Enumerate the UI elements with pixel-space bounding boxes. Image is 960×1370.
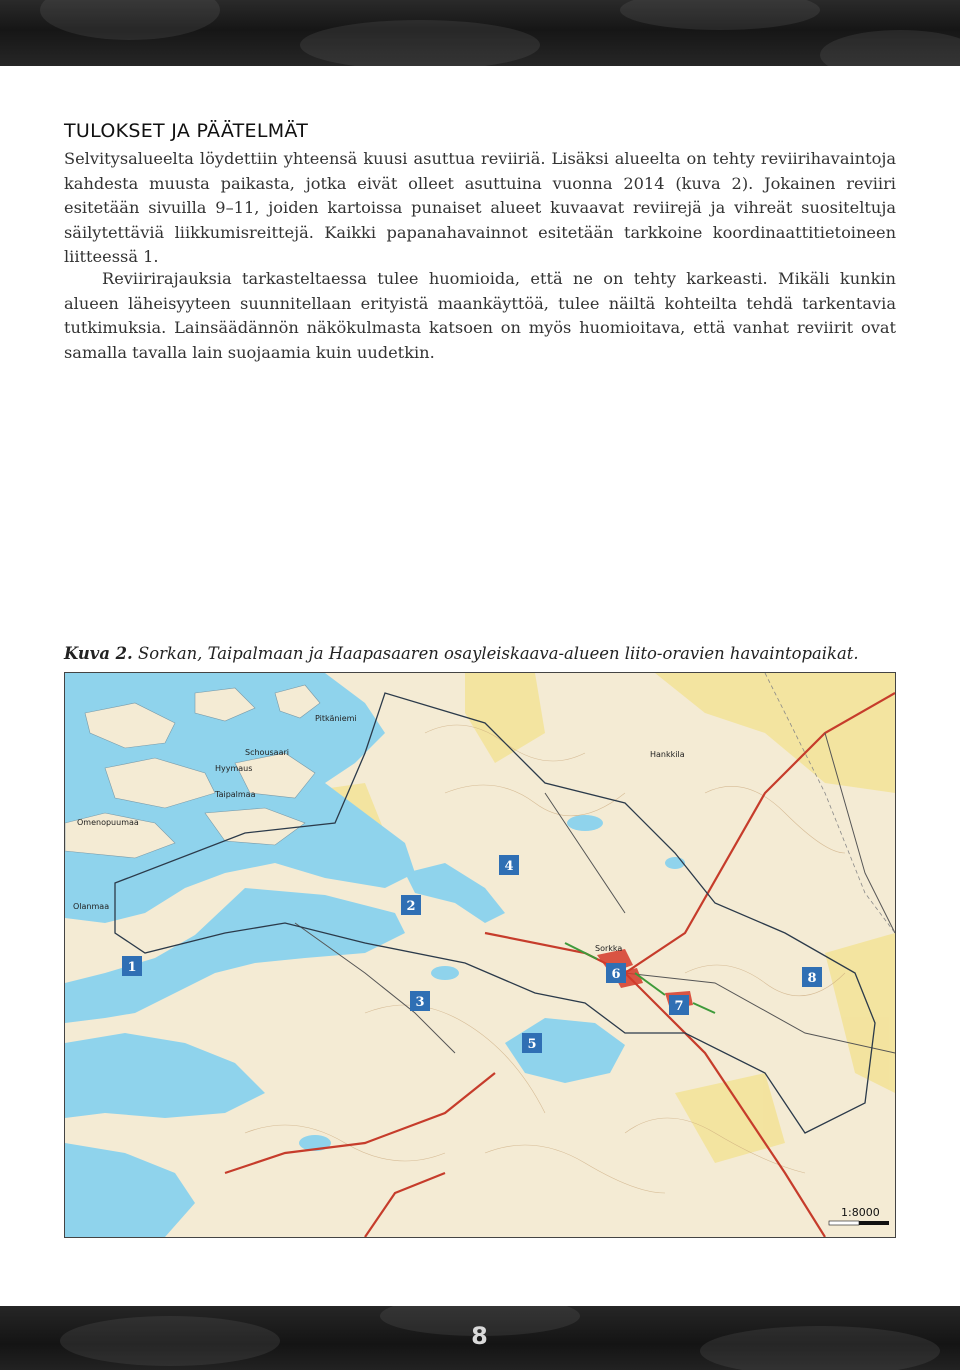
place-sorkka: Sorkka	[595, 944, 623, 953]
svg-text:5: 5	[527, 1037, 537, 1052]
svg-text:4: 4	[504, 859, 514, 874]
section-heading: TULOKSET JA PÄÄTELMÄT	[64, 120, 309, 142]
place-taipalmaa: Taipalmaa	[215, 790, 256, 799]
marker-2	[401, 895, 421, 915]
marker-6	[606, 963, 626, 983]
svg-text:1: 1	[127, 960, 137, 975]
top-decorative-band	[0, 0, 960, 66]
scale-label: 1:8000	[841, 1206, 880, 1219]
marker-3	[410, 991, 430, 1011]
svg-text:2: 2	[406, 899, 416, 914]
paragraph-results: Selvitysalueelta löydettiin yhteensä kuusi asuttua reviiriä. Lisäksi alueelta on tehty reviirihavaintoja kahdesta muusta paikasta, jotka eivät olleet asuttuina vuonna 2014 (kuva 2). Jokainen reviiri esitetään sivuilla 9–11, joiden kartoissa punaiset alueet kuvaavat reviirejä ja vihreät suositeltuja säilytettäviä liikkumisreittejä. Kaikki papanahavainnot esitetään tarkkoine koordinaattitietoineen liitteessä 1.	[64, 149, 896, 267]
marker-1	[122, 956, 142, 976]
place-omenopuumaa: Omenopuumaa	[77, 818, 139, 827]
marker-5	[522, 1033, 542, 1053]
observation-map	[64, 672, 896, 1238]
marker-8	[802, 967, 822, 987]
figure-label: Kuva 2.	[64, 644, 133, 663]
map-drawing	[65, 673, 895, 1237]
place-pitkaniemi: Pitkäniemi	[315, 714, 357, 723]
svg-text:6: 6	[611, 967, 621, 982]
svg-text:7: 7	[674, 999, 684, 1014]
marker-7	[669, 995, 689, 1015]
svg-text:3: 3	[415, 995, 425, 1010]
place-hankkila: Hankkila	[650, 750, 685, 759]
place-olanmaa: Olanmaa	[73, 902, 110, 911]
place-hyymaus: Hyymaus	[215, 764, 253, 773]
paragraph-notes: Reviirirajauksia tarkasteltaessa tulee huomioida, että ne on tehty karkeasti. Mikäli kunkin alueen läheisyyteen suunnitellaan erityistä maankäyttöä, tulee näiltä kohteilta tehdä tarkentavia tutkimuksia. Lainsäädännön näkökulmasta katsoen on myös huomioitava, että vanhat reviirit ovat samalla tavalla lain suojaamia kuin uudetkin.	[64, 269, 896, 362]
marker-4	[499, 855, 519, 875]
figure-caption-text: Sorkan, Taipalmaan ja Haapasaaren osayleiskaava-alueen liito-oravien havaintopaikat.	[137, 644, 859, 663]
page-number: 8	[471, 1322, 489, 1350]
figure-caption	[64, 644, 859, 663]
svg-text:8: 8	[807, 971, 817, 986]
place-schousaari: Schousaari	[245, 748, 289, 757]
